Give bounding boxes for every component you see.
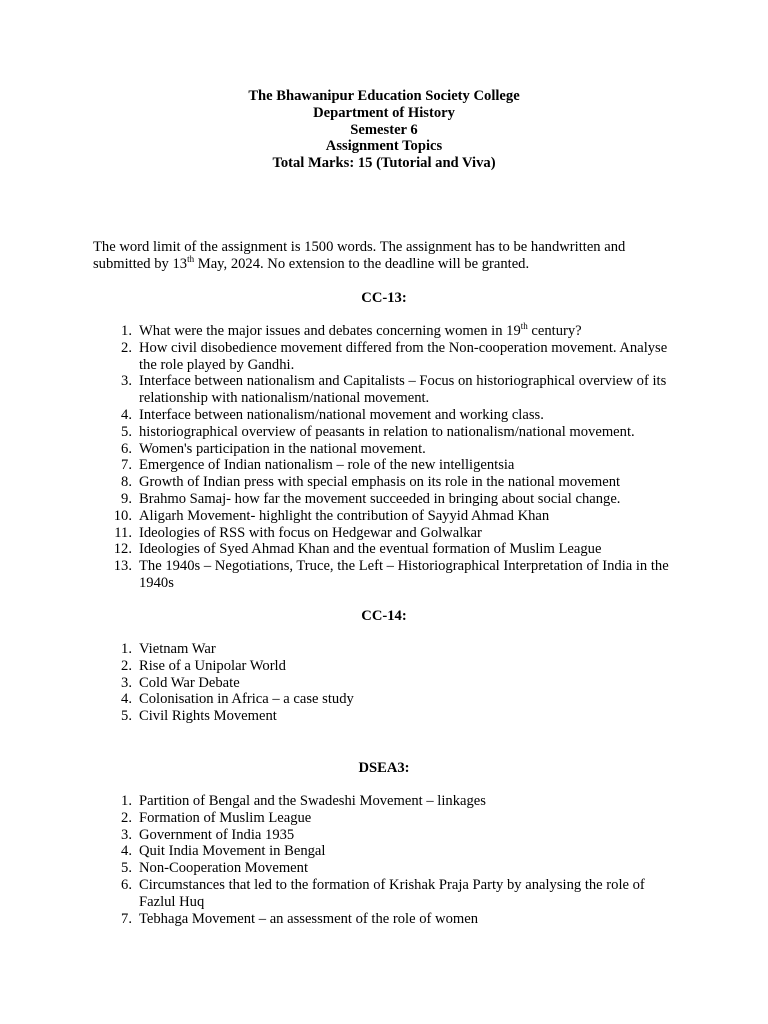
list-item xyxy=(93,911,683,928)
list-item xyxy=(93,407,683,424)
section-title-cc14: CC-14: xyxy=(361,608,407,624)
list-item xyxy=(93,827,683,844)
list-item xyxy=(93,691,683,708)
list-item-number: 5. xyxy=(121,860,132,877)
instructions-superscript: th xyxy=(187,253,195,264)
list-item xyxy=(93,373,683,407)
list-item-text: Vietnam War xyxy=(139,641,216,657)
list-item-text: Quit India Movement in Bengal xyxy=(139,843,326,860)
list-item xyxy=(93,525,683,542)
document-title: Assignment Topics xyxy=(325,138,443,155)
list-item-text: Colonisation in Africa – a case study xyxy=(139,691,354,708)
list-item-text: Rise of a Unipolar World xyxy=(139,657,286,674)
list-item xyxy=(93,641,683,658)
list-item-text: Emergence of Indian nationalism – role of the new intelligentsia xyxy=(139,457,515,474)
list-item-text: Interface between nationalism/national movement and working class. xyxy=(139,406,544,423)
list-item-text-end: century? xyxy=(527,323,582,339)
topic-list-cc13 xyxy=(93,323,683,592)
list-item xyxy=(93,424,683,441)
list-item-number: 7. xyxy=(121,910,132,927)
topic-list-cc14 xyxy=(93,641,683,725)
list-item-text: Aligarh Movement- highlight the contribution of Sayyid Ahmad Khan xyxy=(139,507,550,524)
list-item-number: 6. xyxy=(121,440,132,457)
list-item-text: Tebhaga Movement – an assessment of the role of women xyxy=(139,910,478,927)
list-item-number: 8. xyxy=(121,474,132,491)
topic-list-dsea3 xyxy=(93,793,683,927)
list-item-text: Formation of Muslim League xyxy=(139,809,312,826)
list-item-number: 2. xyxy=(121,339,132,356)
list-item xyxy=(93,508,683,525)
department-name: Department of History xyxy=(313,104,455,121)
list-item-text: historiographical overview of peasants in relation to nationalism/national movement. xyxy=(139,423,635,440)
list-item-number: 1. xyxy=(121,323,132,339)
list-item xyxy=(93,474,683,491)
list-item-text: Cold War Debate xyxy=(139,674,240,691)
list-item-number: 1. xyxy=(121,793,132,809)
instructions-text-end: May, 2024. No extension to the deadline will be granted. xyxy=(194,255,530,272)
list-item-number: 13. xyxy=(113,558,132,575)
list-item-text: What were the major issues and debates concerning women in 19 xyxy=(139,323,521,339)
list-item-number: 4. xyxy=(121,843,132,860)
list-item-text: Non-Cooperation Movement xyxy=(139,860,309,877)
list-item xyxy=(93,810,683,827)
list-item xyxy=(93,675,683,692)
list-item-number: 3. xyxy=(121,373,132,390)
list-item-number: 2. xyxy=(121,657,132,674)
document-header xyxy=(0,88,768,172)
list-item xyxy=(93,323,683,340)
list-item-number: 3. xyxy=(121,826,132,843)
list-item-text: Civil Rights Movement xyxy=(139,708,277,725)
semester-label: Semester 6 xyxy=(350,121,418,138)
list-item xyxy=(93,491,683,508)
section-title-cc13: CC-13: xyxy=(361,290,407,306)
list-item-number: 1. xyxy=(121,641,132,657)
list-item-text: Growth of Indian press with special emphasis on its role in the national movement xyxy=(139,474,621,491)
list-item-text: Ideologies of RSS with focus on Hedgewar and Golwalkar xyxy=(139,524,482,541)
list-item xyxy=(93,340,683,374)
list-item xyxy=(93,441,683,458)
list-item-number: 3. xyxy=(121,674,132,691)
list-item-number: 6. xyxy=(121,876,132,893)
list-item xyxy=(93,793,683,810)
list-item-number: 2. xyxy=(121,809,132,826)
list-item-text: Ideologies of Syed Ahmad Khan and the eventual formation of Muslim League xyxy=(139,541,602,558)
college-name: The Bhawanipur Education Society College xyxy=(248,88,520,104)
list-item-number: 4. xyxy=(121,406,132,423)
list-item-text: Government of India 1935 xyxy=(139,826,295,843)
list-item-text: The 1940s – Negotiations, Truce, the Left – Historiographical Interpretation of India in the 1940s xyxy=(139,558,669,591)
list-item-number: 5. xyxy=(121,423,132,440)
list-item xyxy=(93,541,683,558)
list-item-superscript: th xyxy=(520,321,528,332)
list-item-number: 12. xyxy=(113,541,132,558)
list-item xyxy=(93,457,683,474)
list-item-number: 10. xyxy=(113,507,132,524)
list-item-text: Women's participation in the national movement. xyxy=(139,440,426,457)
instructions-paragraph xyxy=(93,239,683,273)
list-item xyxy=(93,558,683,592)
list-item xyxy=(93,658,683,675)
list-item-number: 9. xyxy=(121,490,132,507)
list-item-text: Brahmo Samaj- how far the movement succeeded in bringing about social change. xyxy=(139,490,621,507)
instructions-text: The word limit of the assignment is 1500 words. The assignment has to be handwritten and submitted by 13 xyxy=(93,239,626,272)
list-item-text: How civil disobedience movement differed from the Non-cooperation movement. Analyse the role played by Gandhi. xyxy=(139,339,668,373)
list-item-text: Interface between nationalism and Capitalists – Focus on historiographical overview of its relationship with nationalism/national movement. xyxy=(139,373,667,407)
list-item-number: 4. xyxy=(121,691,132,708)
list-item-number: 5. xyxy=(121,708,132,725)
section-title-dsea3: DSEA3: xyxy=(358,760,410,776)
list-item-number: 11. xyxy=(114,524,132,541)
list-item-text: Circumstances that led to the formation of Krishak Praja Party by analysing the role of Fazlul Huq xyxy=(139,876,645,910)
list-item xyxy=(93,877,683,911)
total-marks: Total Marks: 15 (Tutorial and Viva) xyxy=(272,155,496,172)
list-item xyxy=(93,708,683,725)
list-item xyxy=(93,860,683,877)
list-item-number: 7. xyxy=(121,457,132,474)
list-item-text: Partition of Bengal and the Swadeshi Movement – linkages xyxy=(139,793,486,809)
list-item xyxy=(93,843,683,860)
